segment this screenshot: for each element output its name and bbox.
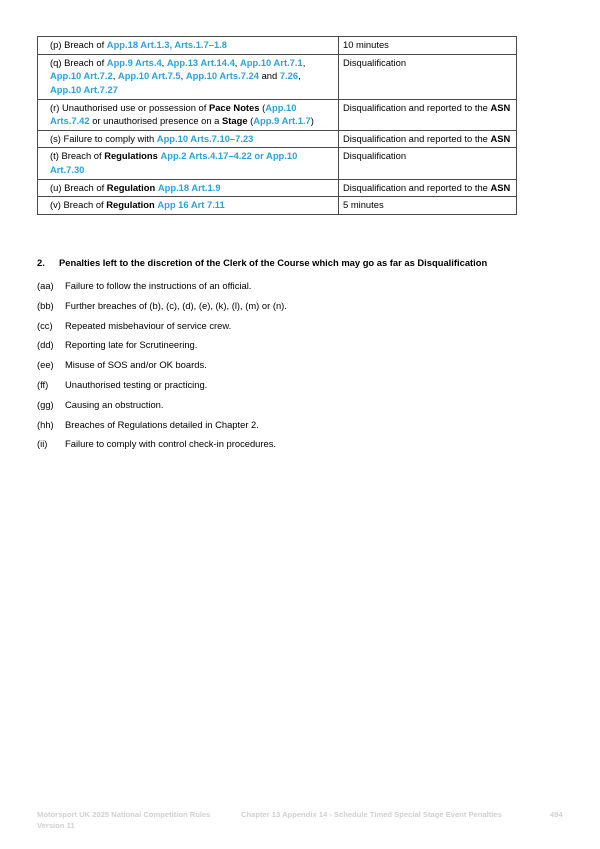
regulation-reference-link[interactable]: App.18 Art.1.3, Arts.1.7–1.8 — [106, 39, 227, 50]
regulation-reference-link[interactable]: App.10 Art.7.27 — [50, 83, 118, 95]
defined-term: Stage — [222, 115, 248, 127]
penalty-result-cell — [339, 99, 517, 130]
penalty-result-cell — [339, 54, 517, 99]
text-segment: , — [302, 56, 306, 68]
penalty-offence-cell — [38, 179, 339, 197]
table-row — [38, 54, 517, 99]
list-item — [37, 299, 287, 319]
list-item-key: (dd) — [37, 339, 54, 351]
defined-term: ASN — [490, 132, 511, 144]
penalty-offence-cell — [38, 130, 339, 148]
regulation-reference-link[interactable]: 7.26 — [279, 70, 299, 82]
penalties-table — [37, 36, 517, 215]
list-item — [37, 418, 287, 438]
text-segment: 5 minutes — [343, 199, 384, 211]
list-item-key: (ff) — [37, 378, 49, 390]
list-item — [37, 319, 287, 339]
table-row — [38, 197, 517, 215]
list-item-key: (aa) — [37, 280, 54, 291]
table-row — [38, 130, 517, 148]
text-segment: Disqualification — [343, 150, 407, 162]
list-item-text: Misuse of SOS and/or OK boards. — [65, 359, 207, 371]
text-segment: , — [298, 70, 301, 82]
table-row — [38, 99, 517, 130]
regulation-reference-link[interactable]: App.10 Arts.7.10–7.23 — [156, 132, 254, 144]
list-item-key: (hh) — [37, 418, 54, 430]
defined-term: Regulations — [104, 150, 158, 162]
regulation-reference-link[interactable]: App.13 Art.14.4 — [166, 56, 235, 68]
table-row — [38, 148, 517, 179]
list-item — [37, 398, 287, 418]
list-item-key: (ee) — [37, 359, 54, 371]
text-segment: ) — [310, 115, 314, 127]
text-segment: Disqualification — [343, 56, 407, 68]
text-segment: , — [161, 56, 167, 68]
list-item — [37, 378, 287, 398]
penalty-result-cell — [339, 37, 517, 55]
list-item-text: Further breaches of (b), (c), (d), (e), (k), (l), (m) or (n). — [65, 299, 287, 311]
section-title: Penalties left to the discretion of the Clerk of the Course which may go as far as Disqualification — [59, 257, 488, 268]
text-segment: or unauthorised presence on a — [89, 115, 222, 127]
penalty-offence-cell — [38, 99, 339, 130]
text-segment: ( — [247, 115, 254, 127]
penalty-result-cell — [339, 130, 517, 148]
regulation-reference-link[interactable]: App.10 Art.7.5 — [117, 70, 181, 82]
text-segment: ( — [259, 101, 266, 113]
text-segment: , — [234, 56, 241, 68]
regulation-reference-link[interactable]: App 16 Art 7.11 — [157, 199, 225, 211]
regulation-reference-link[interactable]: App.18 Art.1.9 — [157, 181, 221, 193]
list-item-text: Repeated misbehaviour of service crew. — [65, 319, 232, 331]
defined-term: Pace Notes — [208, 101, 260, 113]
list-item-key: (ii) — [37, 438, 48, 450]
text-segment: (v) Breach of — [50, 199, 107, 211]
penalties-table-body — [38, 37, 517, 215]
text-segment: (p) Breach of — [50, 39, 107, 50]
list-item-text: Failure to comply with control check-in procedures. — [65, 438, 277, 450]
regulation-reference-link[interactable]: App.9 Art.1.7 — [253, 115, 311, 127]
penalty-offence-cell — [38, 148, 339, 179]
list-item-text: Breaches of Regulations detailed in Chapter 2. — [65, 418, 259, 430]
regulation-reference-link[interactable]: App.9 Arts.4 — [106, 56, 162, 68]
section-2-heading — [37, 256, 487, 270]
regulation-reference-link[interactable]: App.10 Arts.7.42 — [50, 101, 297, 127]
table-row — [38, 179, 517, 197]
text-segment: , — [112, 70, 118, 82]
footer-chapter: Chapter 13 Appendix 14 - Schedule Timed Special Stage Event Penalties — [241, 810, 502, 819]
penalty-result-cell — [339, 197, 517, 215]
penalty-offence-cell — [38, 197, 339, 215]
text-segment: (q) Breach of — [50, 56, 107, 68]
text-segment: 10 minutes — [343, 39, 389, 50]
regulation-reference-link[interactable]: App.2 Arts.4.17–4.22 or App.10 Art.7.30 — [50, 150, 298, 175]
text-segment: (r) Unauthorised use or possession of — [50, 101, 209, 113]
defined-term: Regulation — [106, 181, 156, 193]
list-item-key: (cc) — [37, 319, 53, 331]
discretion-penalties-list — [37, 279, 287, 457]
penalty-offence-cell — [38, 37, 339, 55]
defined-term: ASN — [490, 101, 511, 113]
text-segment: Disqualification and reported to the — [343, 132, 491, 144]
text-segment: (s) Failure to comply with — [50, 132, 157, 144]
text-segment: Disqualification and reported to the — [343, 101, 491, 113]
defined-term: ASN — [490, 181, 511, 193]
table-row — [38, 37, 517, 55]
text-segment: , — [180, 70, 186, 82]
footer-publication: Motorsport UK 2025 National Competition Rules — [37, 810, 211, 819]
list-item — [37, 279, 287, 299]
text-segment: Disqualification and reported to the — [343, 181, 491, 193]
footer-page-number: 494 — [550, 810, 563, 819]
list-item-text: Failure to follow the instructions of an official. — [65, 280, 252, 291]
text-segment: (u) Breach of — [50, 181, 107, 193]
list-item-key: (bb) — [37, 299, 54, 311]
regulation-reference-link[interactable]: App.10 Arts.7.24 — [185, 70, 259, 82]
defined-term: Regulation — [106, 199, 155, 211]
regulation-reference-link[interactable]: App.10 Art.7.1 — [240, 56, 303, 68]
penalty-result-cell — [339, 148, 517, 179]
penalty-offence-cell — [38, 54, 339, 99]
list-item — [37, 358, 287, 378]
list-item-text: Unauthorised testing or practicing. — [65, 378, 208, 390]
text-segment: (t) Breach of — [50, 150, 105, 162]
penalty-result-cell — [339, 179, 517, 197]
list-item-key: (gg) — [37, 398, 54, 410]
text-segment: and — [258, 70, 280, 82]
list-item — [37, 338, 287, 358]
footer-version: Version 11 — [37, 821, 75, 830]
regulation-reference-link[interactable]: App.10 Art.7.2 — [50, 70, 113, 82]
list-item-text: Reporting late for Scrutineering. — [65, 339, 198, 351]
section-number: 2. — [37, 257, 45, 268]
list-item-text: Causing an obstruction. — [65, 398, 164, 410]
list-item — [37, 437, 287, 457]
